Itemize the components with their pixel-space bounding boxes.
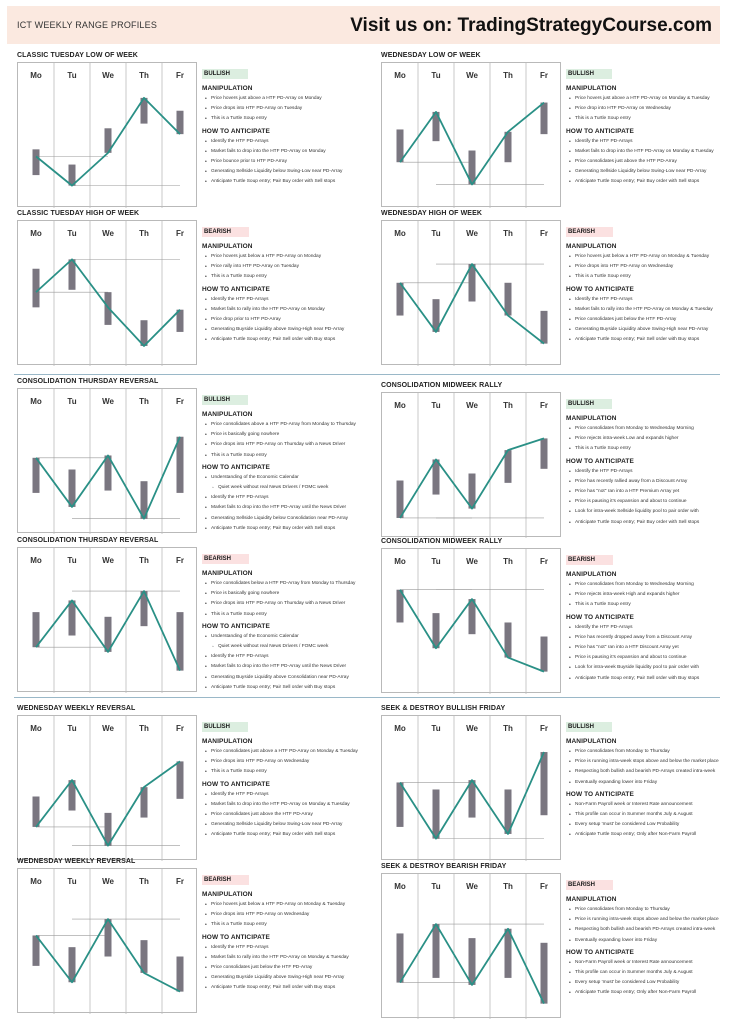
list-item: ◦ Quiet week without real News Drivers / FOMC week: [202, 642, 370, 652]
list-item: • Understanding of the Economic Calendar: [202, 632, 370, 642]
profile-title: WEDNESDAY HIGH OF WEEK: [381, 210, 482, 217]
day-label: Tu: [431, 882, 441, 891]
day-label: Fr: [176, 229, 184, 238]
day-candle: [177, 612, 184, 671]
day-candle: [177, 761, 184, 798]
profile-title: SEEK & DESTROY BEARISH FRIDAY: [381, 863, 507, 870]
day-label: Mo: [30, 556, 42, 565]
anticipate-list: [566, 137, 734, 188]
list-item: • Anticipate Turtle Soup entry; Pair Sell order with Buy stops: [566, 674, 734, 684]
list-item: • Anticipate Turtle Soup entry; Pair Buy order with Sell stops: [566, 518, 734, 528]
weekly-range-chart: [381, 62, 561, 207]
profile-info: [566, 548, 734, 684]
chart-svg: [382, 716, 562, 861]
list-item: • Price consolidates from Monday to Thursday: [566, 747, 734, 757]
anticipate-heading: HOW TO ANTICIPATE: [566, 613, 634, 621]
day-label: We: [102, 397, 114, 406]
day-label: We: [102, 556, 114, 565]
anticipate-heading: HOW TO ANTICIPATE: [202, 463, 270, 471]
day-label: Mo: [30, 71, 42, 80]
day-candle: [397, 283, 404, 316]
list-item: • Generating Buyside Liquidity above Swing-High near PD-Array: [202, 973, 370, 983]
list-item: • Anticipate Turtle Soup entry; Only after Non-Farm Payroll: [566, 830, 734, 840]
day-candle: [33, 458, 40, 493]
day-label: We: [102, 877, 114, 886]
list-item: • Price hovers just below a HTF PD-Array on Monday & Tuesday: [202, 900, 370, 910]
weekly-range-chart: [381, 392, 561, 537]
list-item: • Market fails to drop into the HTF PD-Array until the News Driver: [202, 503, 370, 513]
list-item: • Respecting both bullish and bearish PD-Arrays created intra-week: [566, 767, 734, 777]
day-label: We: [466, 71, 478, 80]
list-item: • Price is basically going nowhere: [202, 589, 370, 599]
chart-svg: [18, 63, 198, 208]
weekly-range-chart: [17, 715, 197, 860]
profile-info: [566, 220, 734, 346]
day-candle: [433, 924, 440, 978]
anticipate-list: [566, 467, 734, 528]
day-label: Tu: [67, 556, 77, 565]
list-item: • Price is pausing it's expansion and about to continue: [566, 653, 734, 663]
list-item: • This is a Turtle Soup entry: [202, 767, 370, 777]
list-item: • Anticipate Turtle Soup entry; Pair Sell order with Buy stops: [202, 683, 370, 693]
list-item: • Identify the HTF PD-Arrays: [202, 493, 370, 503]
bias-badge: BEARISH: [202, 227, 249, 237]
manipulation-heading: MANIPULATION: [202, 891, 253, 898]
list-item: • Anticipate Turtle Soup entry; Pair Buy order with Sell stops: [566, 177, 734, 187]
weekly-range-chart: [17, 868, 197, 1013]
day-candle: [397, 782, 404, 826]
chart-svg: [382, 221, 562, 366]
list-item: • Anticipate Turtle Soup entry; Pair Buy order with Sell stops: [202, 524, 370, 534]
weekly-range-chart: [381, 220, 561, 365]
day-candle: [177, 957, 184, 992]
day-candle: [541, 438, 548, 468]
profile-info: [566, 62, 734, 188]
list-item: • Identify the HTF PD-Arrays: [202, 790, 370, 800]
chart-svg: [18, 548, 198, 693]
website-link[interactable]: Visit us on: TradingStrategyCourse.com: [350, 15, 712, 36]
weekly-range-chart: [17, 388, 197, 533]
list-item: • Price consolidates just below the HTF PD-Array: [202, 963, 370, 973]
anticipate-list: [202, 632, 370, 693]
weekly-range-chart: [381, 873, 561, 1018]
day-candle: [541, 637, 548, 672]
list-item: • Price has recently dropped away from a Discount Array: [566, 633, 734, 643]
day-label: Mo: [394, 401, 406, 410]
manipulation-list: [202, 252, 370, 283]
list-item: • Price drop into HTF PD-Array on Wednesday: [566, 104, 734, 114]
list-item: • Price consolidates just above the HTF PD-Array: [566, 157, 734, 167]
manipulation-heading: MANIPULATION: [566, 738, 617, 745]
list-item: • Identify the HTF PD-Arrays: [202, 295, 370, 305]
day-candle: [433, 789, 440, 838]
manipulation-heading: MANIPULATION: [566, 243, 617, 250]
day-label: We: [102, 724, 114, 733]
list-item: • Every setup 'must' be considered Low Probability: [566, 978, 734, 988]
list-item: • Price consolidates from Monday to Wednesday Morning: [566, 580, 734, 590]
weekly-range-chart: [17, 62, 197, 207]
list-item: • Price is running intra-week stops above and below the market place: [566, 757, 734, 767]
manipulation-heading: MANIPULATION: [202, 738, 253, 745]
anticipate-heading: HOW TO ANTICIPATE: [566, 285, 634, 293]
list-item: • Price rally into HTF PD-Array on Tuesday: [202, 262, 370, 272]
manipulation-list: [566, 424, 734, 455]
day-label: Fr: [176, 556, 184, 565]
day-label: Mo: [30, 724, 42, 733]
chart-svg: [18, 869, 198, 1014]
bias-badge: BULLISH: [202, 395, 248, 405]
chart-svg: [382, 393, 562, 538]
list-item: • Identify the HTF PD-Arrays: [202, 652, 370, 662]
anticipate-heading: HOW TO ANTICIPATE: [202, 780, 270, 788]
anticipate-heading: HOW TO ANTICIPATE: [202, 285, 270, 293]
manipulation-list: [202, 94, 370, 125]
list-item: • Understanding of the Economic Calendar: [202, 473, 370, 483]
day-candle: [177, 437, 184, 493]
manipulation-heading: MANIPULATION: [566, 571, 617, 578]
list-item: • Market fails to drop into the HTF PD-Array until the News Driver: [202, 662, 370, 672]
manipulation-list: [566, 905, 734, 946]
day-label: Th: [503, 557, 513, 566]
list-item: • Market fails to drop into the HTF PD-Array on Monday & Tuesday: [566, 147, 734, 157]
day-label: Th: [139, 397, 149, 406]
profile-title: CONSOLIDATION THURSDAY REVERSAL: [17, 378, 159, 385]
chart-svg: [382, 874, 562, 1019]
day-label: Tu: [431, 71, 441, 80]
day-label: Mo: [30, 877, 42, 886]
manipulation-heading: MANIPULATION: [566, 896, 617, 903]
profile-title: CONSOLIDATION THURSDAY REVERSAL: [17, 537, 159, 544]
day-label: Th: [503, 71, 513, 80]
profile-title: CONSOLIDATION MIDWEEK RALLY: [381, 382, 503, 389]
list-item: • Price hovers just below a HTF PD-Array on Monday & Tuesday: [566, 252, 734, 262]
list-item: • Generating Buyside Liquidity above Consolidation near PD-Array: [202, 673, 370, 683]
manipulation-list: [566, 94, 734, 125]
profile-info: [202, 547, 370, 693]
bias-badge: BEARISH: [566, 555, 613, 565]
day-label: Fr: [176, 71, 184, 80]
list-item: • This profile can occur in Summer months July & August: [566, 968, 734, 978]
list-item: • Look for intra-week Buyside liquidity pool to pair order with: [566, 663, 734, 673]
list-item: • Price hovers just above a HTF PD-Array on Monday & Tuesday: [566, 94, 734, 104]
anticipate-list: [566, 800, 734, 841]
list-item: • This is a Turtle Soup entry: [566, 600, 734, 610]
list-item: • This is a Turtle Soup entry: [566, 114, 734, 124]
list-item: • Identify the HTF PD-Arrays: [566, 623, 734, 633]
profile-info: [202, 62, 370, 188]
list-item: • Price hovers just below a HTF PD-Array on Monday: [202, 252, 370, 262]
list-item: • This profile can occur in Summer months July & August: [566, 810, 734, 820]
day-candle: [541, 752, 548, 815]
profile-info: [566, 873, 734, 999]
anticipate-heading: HOW TO ANTICIPATE: [202, 933, 270, 941]
anticipate-heading: HOW TO ANTICIPATE: [202, 127, 270, 135]
bias-badge: BEARISH: [202, 554, 249, 564]
manipulation-list: [566, 580, 734, 611]
bias-badge: BULLISH: [566, 722, 612, 732]
list-item: • Price is basically going nowhere: [202, 430, 370, 440]
section-divider: [14, 697, 720, 698]
profile-title: WEDNESDAY LOW OF WEEK: [381, 52, 481, 59]
day-label: We: [466, 882, 478, 891]
anticipate-list: [566, 295, 734, 346]
profile-title: CLASSIC TUESDAY HIGH OF WEEK: [17, 210, 140, 217]
list-item: • Anticipate Turtle Soup entry; Pair Sell order with Buy stops: [202, 983, 370, 993]
list-item: • Identify the HTF PD-Arrays: [202, 943, 370, 953]
list-item: • Market fails to drop into the HTF PD-Array on Monday & Tuesday: [202, 800, 370, 810]
day-label: Tu: [67, 397, 77, 406]
day-label: Fr: [540, 557, 548, 566]
list-item: • Generating Buyside Liquidity above Swing-High near PD-Array: [202, 325, 370, 335]
day-label: Mo: [30, 229, 42, 238]
day-label: Mo: [394, 724, 406, 733]
day-label: Tu: [67, 877, 77, 886]
list-item: • Price drops into HTF PD-Array on Wednesday: [566, 262, 734, 272]
list-item: • Anticipate Turtle Soup entry; Pair Buy order with Sell stops: [202, 177, 370, 187]
bias-badge: BULLISH: [566, 69, 612, 79]
list-item: • Price consolidates from Monday to Thursday: [566, 905, 734, 915]
day-label: We: [466, 724, 478, 733]
weekly-range-chart: [381, 548, 561, 693]
list-item: • Price drops into HTF PD-Array on Tuesday: [202, 104, 370, 114]
day-label: Th: [139, 71, 149, 80]
list-item: • Price is pausing it's expansion and about to continue: [566, 497, 734, 507]
list-item: • Every setup 'must' be considered Low Probability: [566, 820, 734, 830]
day-candle: [397, 933, 404, 982]
chart-svg: [382, 549, 562, 694]
day-label: Mo: [30, 397, 42, 406]
day-label: Tu: [431, 401, 441, 410]
profile-title: WEDNESDAY WEEKLY REVERSAL: [17, 858, 136, 865]
day-candle: [69, 600, 76, 635]
profile-title: SEEK & DESTROY BULLISH FRIDAY: [381, 705, 506, 712]
profile-info: [202, 220, 370, 346]
manipulation-heading: MANIPULATION: [202, 243, 253, 250]
manipulation-list: [566, 252, 734, 283]
day-candle: [541, 311, 548, 344]
list-item: • Anticipate Turtle Soup entry; Only after Non-Farm Payroll: [566, 988, 734, 998]
profile-info: [202, 868, 370, 994]
list-item: • Price drops into HTF PD-Array on Thursday with a News Driver: [202, 440, 370, 450]
list-item: • Non-Farm Payroll week or Interest Rate announcement: [566, 800, 734, 810]
manipulation-list: [202, 420, 370, 461]
day-label: Fr: [540, 882, 548, 891]
list-item: • Price consolidates above a HTF PD-Array from Monday to Thursday: [202, 420, 370, 430]
manipulation-list: [202, 747, 370, 778]
list-item: • Price consolidates from Monday to Wednesday Morning: [566, 424, 734, 434]
weekly-range-chart: [17, 547, 197, 692]
profile-info: [202, 388, 370, 534]
manipulation-heading: MANIPULATION: [566, 415, 617, 422]
profile-info: [202, 715, 370, 841]
day-label: Mo: [394, 229, 406, 238]
list-item: • Non-Farm Payroll week or Interest Rate announcement: [566, 958, 734, 968]
weekly-range-chart: [17, 220, 197, 365]
list-item: • Price consolidates just above a HTF PD-Array on Monday & Tuesday: [202, 747, 370, 757]
day-label: Mo: [394, 557, 406, 566]
list-item: • Price bounce prior to HTF PD-Array: [202, 157, 370, 167]
day-label: Th: [139, 724, 149, 733]
anticipate-heading: HOW TO ANTICIPATE: [566, 127, 634, 135]
day-label: Tu: [67, 724, 77, 733]
list-item: • Identify the HTF PD-Arrays: [202, 137, 370, 147]
list-item: • This is a Turtle Soup entry: [566, 272, 734, 282]
list-item: • Price drops into HTF PD-Array on Thursday with a News Driver: [202, 599, 370, 609]
manipulation-list: [566, 747, 734, 788]
list-item: • Eventually expanding lower into Friday: [566, 936, 734, 946]
list-item: • Anticipate Turtle Soup entry; Pair Sell order with Buy stops: [566, 335, 734, 345]
day-candle: [33, 269, 40, 308]
day-label: Th: [139, 229, 149, 238]
list-item: • Generating Buyside Liquidity above Swing-High near PD-Array: [566, 325, 734, 335]
list-item: • Price consolidates just below the HTF PD-Array: [566, 315, 734, 325]
bias-badge: BEARISH: [566, 227, 613, 237]
anticipate-list: [566, 958, 734, 999]
page-title: ICT WEEKLY RANGE PROFILES: [17, 20, 158, 30]
day-label: Fr: [176, 877, 184, 886]
list-item: • This is a Turtle Soup entry: [202, 114, 370, 124]
list-item: • Price rejects intra-week Low and expands higher: [566, 434, 734, 444]
day-label: Mo: [394, 71, 406, 80]
list-item: • This is a Turtle Soup entry: [566, 444, 734, 454]
anticipate-list: [566, 623, 734, 684]
day-candle: [541, 103, 548, 135]
list-item: • Market fails to drop into the HTF PD-Array on Monday: [202, 147, 370, 157]
list-item: • Price has recently rallied away from a Discount Array: [566, 477, 734, 487]
anticipate-list: [202, 943, 370, 994]
chart-svg: [18, 221, 198, 366]
list-item: • Eventually expanding lower into Friday: [566, 778, 734, 788]
manipulation-heading: MANIPULATION: [202, 411, 253, 418]
day-label: Tu: [67, 229, 77, 238]
list-item: • Market fails to rally into the HTF PD-Array on Monday & Tuesday: [566, 305, 734, 315]
list-item: • Price has "not" ran into a HTF Premium Array yet: [566, 487, 734, 497]
list-item: • Generating Sellside Liquidity below Swing-Low near PD-Array: [202, 820, 370, 830]
day-label: We: [466, 229, 478, 238]
list-item: • Price drops into HTF PD-Array on Wednesday: [202, 910, 370, 920]
list-item: • Anticipate Turtle Soup entry; Pair Sell order with Buy stops: [202, 335, 370, 345]
list-item: • Identify the HTF PD-Arrays: [566, 137, 734, 147]
profile-info: [566, 715, 734, 841]
manipulation-heading: MANIPULATION: [202, 570, 253, 577]
list-item: • This is a Turtle Soup entry: [202, 451, 370, 461]
anticipate-list: [202, 790, 370, 841]
list-item: • Price hovers just above a HTF PD-Array on Monday: [202, 94, 370, 104]
manipulation-heading: MANIPULATION: [202, 85, 253, 92]
day-candle: [469, 938, 476, 985]
list-item: • This is a Turtle Soup entry: [202, 610, 370, 620]
day-label: Tu: [431, 229, 441, 238]
anticipate-heading: HOW TO ANTICIPATE: [202, 622, 270, 630]
list-item: • Price consolidates just above the HTF PD-Array: [202, 810, 370, 820]
day-label: Fr: [540, 71, 548, 80]
anticipate-heading: HOW TO ANTICIPATE: [566, 948, 634, 956]
list-item: • Price has "not" ran into a HTF Discount Array yet: [566, 643, 734, 653]
list-item: ◦ Quiet week without real News Drivers / FOMC week: [202, 483, 370, 493]
day-label: Th: [139, 556, 149, 565]
list-item: • Price rejects intra-week High and expands higher: [566, 590, 734, 600]
list-item: • Price is running intra-week stops above and below the market place: [566, 915, 734, 925]
day-label: We: [466, 557, 478, 566]
day-label: Fr: [540, 401, 548, 410]
section-divider: [14, 374, 720, 375]
list-item: • Respecting both bullish and bearish PD-Arrays created intra-week: [566, 925, 734, 935]
bias-badge: BULLISH: [566, 399, 612, 409]
day-label: Th: [503, 229, 513, 238]
day-label: Th: [503, 724, 513, 733]
chart-svg: [18, 389, 198, 534]
list-item: • Look for intra-week Sellside liquidity pool to pair order with: [566, 507, 734, 517]
bias-badge: BEARISH: [202, 875, 249, 885]
anticipate-heading: HOW TO ANTICIPATE: [566, 790, 634, 798]
profile-title: WEDNESDAY WEEKLY REVERSAL: [17, 705, 136, 712]
day-label: Fr: [176, 397, 184, 406]
bias-badge: BULLISH: [202, 722, 248, 732]
day-candle: [69, 470, 76, 507]
chart-svg: [382, 63, 562, 208]
day-candle: [33, 612, 40, 647]
list-item: • Price consolidates below a HTF PD-Array from Monday to Thursday: [202, 579, 370, 589]
day-label: We: [102, 229, 114, 238]
list-item: • Anticipate Turtle Soup entry; Pair Buy order with Sell stops: [202, 830, 370, 840]
day-label: We: [102, 71, 114, 80]
day-label: Th: [139, 877, 149, 886]
manipulation-list: [202, 579, 370, 620]
list-item: • Price drop prior to HTF PD-Array: [202, 315, 370, 325]
day-label: Th: [503, 401, 513, 410]
anticipate-list: [202, 137, 370, 188]
profile-info: [566, 392, 734, 528]
day-candle: [33, 149, 40, 175]
weekly-range-chart: [381, 715, 561, 860]
day-label: Fr: [176, 724, 184, 733]
chart-svg: [18, 716, 198, 861]
day-label: Tu: [431, 724, 441, 733]
day-label: We: [466, 401, 478, 410]
list-item: • Identify the HTF PD-Arrays: [566, 295, 734, 305]
day-label: Th: [503, 882, 513, 891]
anticipate-list: [202, 295, 370, 346]
manipulation-heading: MANIPULATION: [566, 85, 617, 92]
anticipate-list: [202, 473, 370, 534]
day-label: Mo: [394, 882, 406, 891]
profile-title: CLASSIC TUESDAY LOW OF WEEK: [17, 52, 138, 59]
day-label: Tu: [67, 71, 77, 80]
list-item: • Generating Sellside Liquidity below Swing-Low near PD-Array: [202, 167, 370, 177]
day-candle: [541, 943, 548, 1004]
day-label: Fr: [540, 229, 548, 238]
list-item: • Identify the HTF PD-Arrays: [566, 467, 734, 477]
day-label: Fr: [540, 724, 548, 733]
list-item: • Price drops into HTF PD-Array on Wednesday: [202, 757, 370, 767]
list-item: • Market fails to rally into the HTF PD-Array on Monday & Tuesday: [202, 953, 370, 963]
list-item: • This is a Turtle Soup entry: [202, 920, 370, 930]
bias-badge: BEARISH: [566, 880, 613, 890]
day-label: Tu: [431, 557, 441, 566]
bias-badge: BULLISH: [202, 69, 248, 79]
day-candle: [505, 929, 512, 978]
list-item: • Generating Sellside Liquidity below Consolidation near PD-Array: [202, 514, 370, 524]
list-item: • Market fails to rally into the HTF PD-Array on Monday: [202, 305, 370, 315]
manipulation-list: [202, 900, 370, 931]
profile-title: CONSOLIDATION MIDWEEK RALLY: [381, 538, 503, 545]
list-item: • This is a Turtle Soup entry: [202, 272, 370, 282]
list-item: • Generating Sellside Liquidity below Swing-Low near PD-Array: [566, 167, 734, 177]
header-banner: [7, 6, 720, 44]
anticipate-heading: HOW TO ANTICIPATE: [566, 457, 634, 465]
